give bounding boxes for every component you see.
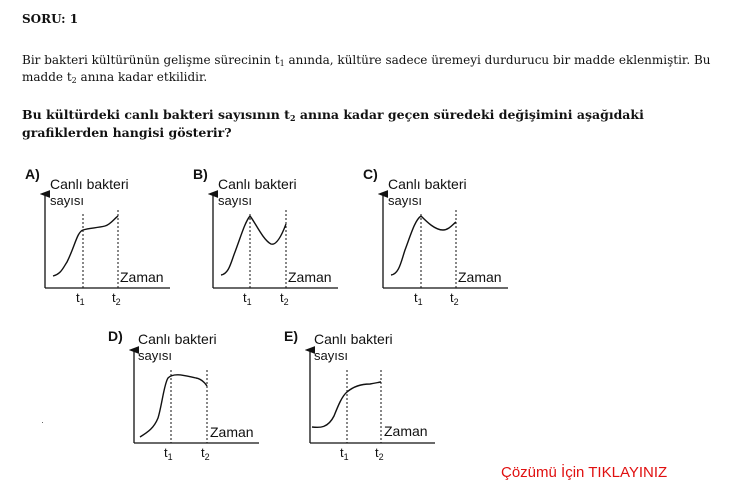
t2-label: $t_2$ — [375, 445, 384, 462]
question-text: Bir bakteri kültürünün gelişme sürecinin $t_1$ anında, kültüre sadece üremeyi durdurucu bir madde eklenmiştir. Bu madde $t_2$ anına kadar etkilidir. — [22, 53, 711, 85]
growth-curve — [53, 216, 118, 276]
growth-curve — [391, 216, 456, 275]
option-e-label: E) — [284, 328, 298, 344]
x-axis-label: Zaman — [120, 269, 164, 285]
x-axis-label: Zaman — [458, 269, 502, 285]
growth-curve — [312, 382, 381, 427]
option-b-label: B) — [193, 166, 208, 182]
option-c-label: C) — [363, 166, 378, 182]
t2-label: $t_2$ — [112, 290, 121, 307]
solution-link[interactable]: Çözümü İçin TIKLAYINIZ — [501, 464, 668, 481]
t1-label: $t_1$ — [76, 290, 85, 307]
y-axis-label: sayısı — [218, 193, 252, 208]
y-axis-label: sayısı — [138, 348, 172, 363]
x-axis-label: Zaman — [384, 423, 428, 439]
t1-label: $t_1$ — [164, 445, 173, 462]
y-axis-label: Canlı bakteri — [50, 176, 129, 192]
y-axis-label: sayısı — [314, 348, 348, 363]
t2-label: $t_2$ — [201, 445, 210, 462]
option-b-graph[interactable] — [193, 166, 338, 307]
growth-curve — [140, 375, 207, 437]
growth-curve — [221, 216, 286, 275]
t1-label: $t_1$ — [414, 290, 423, 307]
x-axis-label: Zaman — [288, 269, 332, 285]
option-a-graph[interactable] — [25, 166, 170, 307]
x-axis-label: Zaman — [210, 424, 254, 440]
y-axis-label: Canlı bakteri — [138, 331, 217, 347]
y-axis-label: Canlı bakteri — [388, 176, 467, 192]
t1-label: $t_1$ — [243, 290, 252, 307]
option-d-graph[interactable] — [108, 328, 259, 462]
question-number: SORU: 1 — [22, 12, 79, 26]
y-axis-label: Canlı bakteri — [314, 331, 393, 347]
option-e-graph[interactable] — [284, 328, 435, 462]
y-axis-label: Canlı bakteri — [218, 176, 297, 192]
option-a-label: A) — [25, 166, 40, 182]
stray-dot — [42, 422, 43, 423]
t1-label: $t_1$ — [340, 445, 349, 462]
t2-label: $t_2$ — [280, 290, 289, 307]
y-axis-label: sayısı — [50, 193, 84, 208]
t2-label: $t_2$ — [450, 290, 459, 307]
option-d-label: D) — [108, 328, 123, 344]
y-axis-label: sayısı — [388, 193, 422, 208]
option-c-graph[interactable] — [363, 166, 508, 307]
question-prompt: Bu kültürdeki canlı bakteri sayısının $t_2$ anına kadar geçen süredeki değişimini aşağıdaki grafiklerden hangisi gösterir? — [22, 107, 644, 140]
